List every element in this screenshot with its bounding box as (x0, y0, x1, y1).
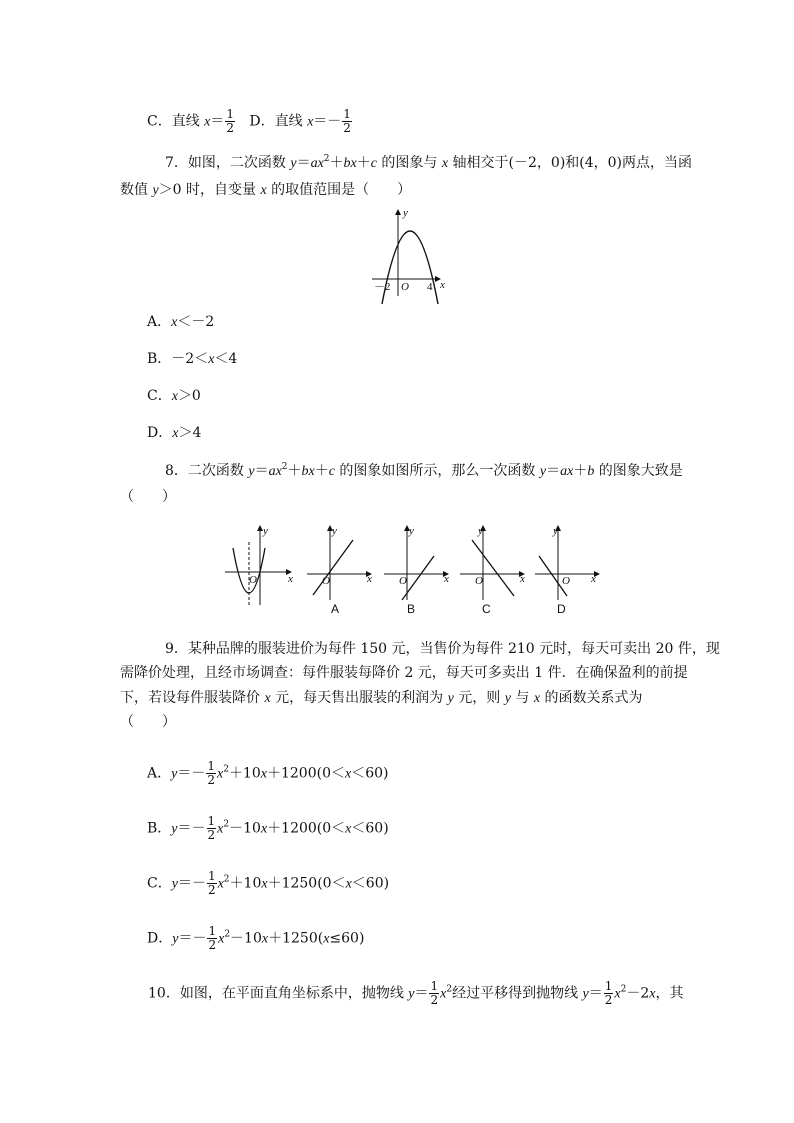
parabola-curve (382, 231, 438, 304)
q7-stem-line2: 数值 y＞0 时，自变量 x 的取值范围是（ ） (120, 182, 412, 198)
q9-option-b: B．y＝－ $\frac{1}{2}$ $x^2-10x+1200(0<x<60)$ (147, 814, 389, 842)
q7-option-d: D．x＞4 (147, 425, 202, 441)
q7-option-c: C．x＞0 (147, 388, 201, 404)
y-axis-label: y (553, 525, 558, 537)
q8-stem-line1: 8．二次函数 $y=ax^2+bx+c$ 的图象如图所示，那么一次函数 y＝ax＋b 的图象大致是 (165, 462, 683, 479)
q9-option-c: C．y＝－ $\frac{1}{2}$ $x^2+10x+1250(0<x<60)$ (147, 869, 390, 897)
x-axis-label: x (591, 573, 596, 585)
fraction: $\frac{1}{2}$ (207, 869, 216, 897)
fraction: $\frac{1}{2}$ (604, 979, 613, 1007)
fraction: $\frac{1}{2}$ (226, 107, 235, 135)
q9-stem-line2: 需降价处理，且经市场调查：每件服装每降价 2 元，每天可多卖出 1 件．在确保盈利的前提 (120, 665, 688, 681)
y-axis-label: y (403, 207, 408, 219)
origin-label: O (322, 575, 330, 587)
q8-choice-d-figure (533, 520, 603, 600)
q8-stem-line2: （ ） (120, 489, 176, 505)
q9-stem-line4: （ ） (120, 714, 176, 730)
q6-options-line: C．直线 x＝ $\frac{1}{2}$ D．直线 x＝－ $\frac{1}{2}$ (147, 107, 351, 135)
q8-choice-a-figure (305, 520, 375, 600)
origin-label: O (399, 575, 407, 587)
q8-parabola-figure (225, 520, 305, 610)
q8-choice-label-b: B (407, 602, 416, 616)
fraction: $\frac{1}{2}$ (430, 979, 439, 1007)
choice-a-line (313, 540, 353, 595)
q8-choice-label-c: C (482, 602, 491, 616)
x-axis-label: x (520, 573, 525, 585)
x-axis-label: x (288, 573, 293, 585)
fraction: $\frac{1}{2}$ (207, 759, 215, 787)
y-axis-label: y (332, 525, 337, 537)
y-axis-label: y (263, 525, 268, 537)
q7-option-b: B．－2＜x＜4 (147, 351, 238, 367)
fraction: $\frac{1}{2}$ (343, 107, 351, 135)
q7-option-a: A．x＜－2 (147, 314, 215, 330)
q9-stem-line3: 下，若设每件服装降价 x 元，每天售出服装的利润为 y 元，则 y 与 x 的函数关系式为 (120, 690, 643, 706)
tick-4: 4 (427, 281, 433, 293)
origin-label: O (475, 575, 483, 587)
choice-c-line (472, 540, 514, 596)
q8-choice-c-figure (458, 520, 528, 600)
x-axis-label: x (444, 573, 449, 585)
fraction: $\frac{1}{2}$ (208, 924, 217, 952)
y-axis-label: y (409, 525, 414, 537)
q7-stem-line1: 7．如图，二次函数 $y=ax^2+bx+c$ 的图象与 x 轴相交于(－2，0)和(4，0)两点，当函 (165, 154, 693, 171)
y-axis-label: y (478, 525, 483, 537)
q9-stem-line1: 9．某种品牌的服装进价为每件 150 元，当售价为每件 210 元时，每天可卖出 20 件，现 (165, 641, 720, 657)
q9-option-a: A．y＝－ $\frac{1}{2}$ $x^2+10x+1200(0<x<60)$ (147, 759, 389, 787)
x-axis-label: x (440, 279, 445, 291)
x-axis-label: x (367, 573, 372, 585)
q8-choice-label-d: D (557, 602, 566, 616)
q8-choice-label-a: A (331, 602, 340, 616)
q8-choice-b-figure (382, 520, 452, 600)
q10-stem-line1: 10．如图，在平面直角坐标系中，抛物线 y＝ $\frac{1}{2}$ $x^2$经过平移得到抛物线 y＝ $\frac{1}{2}$ $x^2-2x$，其 (148, 979, 684, 1007)
origin-label: O (562, 575, 570, 587)
origin-label: O (401, 281, 409, 293)
q9-option-d: D．y＝－ $\frac{1}{2}$ $x^2-10x+1250(x\le 60)$ (147, 924, 365, 952)
fraction: $\frac{1}{2}$ (207, 814, 216, 842)
origin-label: O (249, 574, 257, 586)
q7-parabola-figure (370, 206, 450, 296)
tick-neg2: －2 (374, 281, 391, 293)
